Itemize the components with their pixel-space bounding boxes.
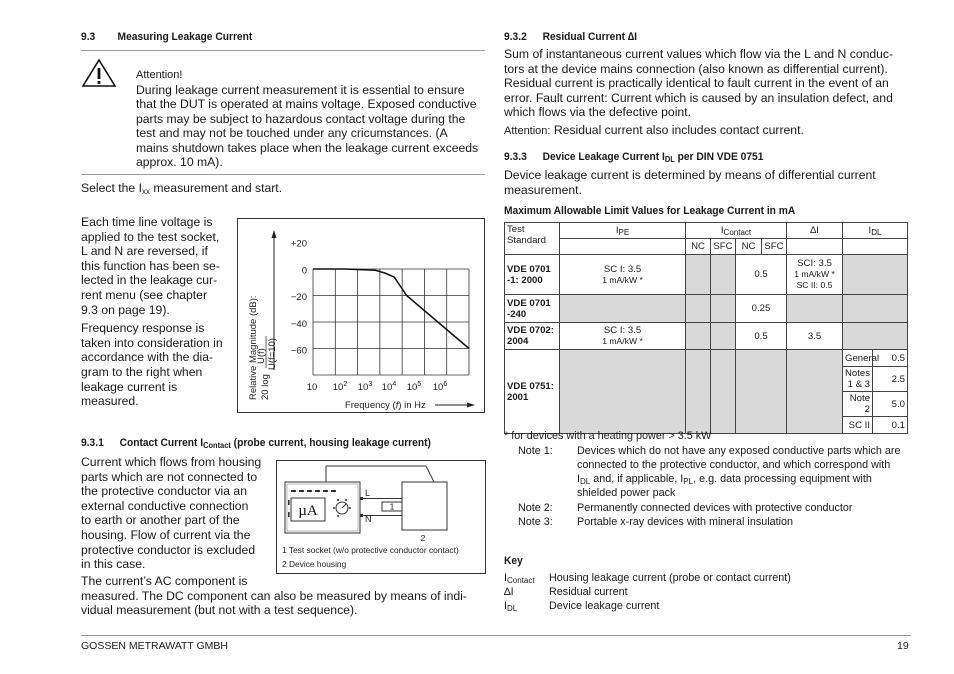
device-housing (402, 482, 447, 530)
attention-line: During leakage current measurement it is essential to ensure (136, 82, 465, 97)
header-nc: NC (686, 239, 711, 255)
attention-rule (81, 174, 485, 175)
footer-company: GOSSEN METRAWATT GMBH (81, 640, 229, 652)
key-item: $I_{Contact}$ Housing leakage current (probe or contact current) (504, 572, 791, 585)
attention-line: test and may not be touched under any cricumstances. (A (136, 126, 448, 141)
idl-sub-label: Note 2 (843, 392, 873, 417)
x-arrow-head (467, 403, 475, 408)
y-axis-label-den: U(f=10) (267, 338, 278, 370)
microamp-display-text: µA (298, 503, 318, 519)
note-item: Note 3: Portable x-ray devices with mineral insulation (518, 516, 794, 528)
key-item: $I_{DL}$ Device leakage current (504, 600, 660, 613)
header-test-standard: Test Standard (505, 223, 560, 255)
label-2: 2 (420, 533, 426, 543)
header-nc: NC (736, 239, 762, 255)
y-axis-label: Relative Magnitude (dB): (248, 295, 259, 400)
limit-table-title: Maximum Allowable Limit Values for Leakage Current in mA (504, 205, 796, 217)
idl-sub-label: General (843, 350, 873, 367)
legend-test-socket: 1 Test socket (w/o protective conductor contact) (282, 545, 459, 555)
limit-values-table (504, 222, 908, 434)
idl-sub-value: 5.0 (873, 392, 908, 417)
attention-line: mains shutdown takes place when the leakage current exceeds (136, 140, 479, 155)
table-notes (518, 444, 918, 529)
header-sfc: SFC (762, 239, 787, 255)
delta-i-cell: SCI: 3.5 1 mA/kW * SC II: 0.5 (787, 255, 843, 295)
table-row (505, 323, 908, 350)
warning-triangle-icon (81, 58, 117, 88)
contact-current-paragraph: Current which flows from housing parts which are not connected to the protective conductor via an external conductive connection to earth or another part of the housing. Flow of current via the protective conductor is excluded in this case. (81, 455, 262, 572)
icontact-cell: 0.5 (736, 255, 787, 295)
note-item: Note 1: Devices which do not have any exposed conductive parts which are connected to the protective conductor, and which correspond with $I_{DL}$ and, if applicable, $I_{PL}$, e.g. data processing equipment with shielded power pack (518, 445, 901, 499)
idl-sub-value: 0.5 (873, 350, 908, 367)
limit-values-table-wrap (504, 222, 908, 434)
y-tick-label: −20 (290, 292, 307, 304)
delta-i-cell: 3.5 (787, 323, 843, 350)
label-n: N (365, 514, 372, 524)
header-ipe: $I_{PE}$ (560, 223, 686, 239)
y-tick-label: 0 (301, 265, 307, 277)
legend-device-housing: 2 Device housing (282, 559, 347, 569)
attention-line: approx. 10 mA). (136, 155, 223, 170)
section-heading: 9.3 Measuring Leakage Current (81, 31, 253, 43)
idl-sub-label: Notes 1 & 3 (843, 367, 873, 392)
y-tick-label: −40 (290, 318, 307, 330)
contact-current-heading: 9.3.1 Contact Current $I_{Contact}$ (probe current, housing leakage current) (81, 437, 431, 450)
attention-line: parts may be subject to hazardous contact voltage during the (136, 111, 466, 126)
frequency-response-chart (237, 218, 485, 413)
ipe-cell: SC I: 3.5 1 mA/kW * (560, 323, 686, 350)
header-delta-i: ∆I (787, 223, 843, 239)
voltage-paragraph: Each time line voltage is applied to the test socket, L and N are reversed, if this function has been se- lected in the leakage cur- rent menu (see chapter 9.3 on page 19). Frequency response is taken into consideration in accordance with the dia- gram to the right when leakage current is measured. (81, 215, 223, 409)
residual-current-paragraph: Sum of instantaneous current values which flow via the L and N conduc- tors at the device mains connection (also known as differential current). Residual current is practically identical to fault current in the event of an error. Fault current: Current which is caused by an insulation defect, and which flows via the defective point. (504, 47, 894, 120)
attention-box (136, 68, 488, 170)
ipe-cell: SC I: 3.5 1 mA/kW * (560, 255, 686, 295)
idl-sub-value: 0.1 (873, 417, 908, 434)
x-tick-label: $10^6$ (432, 381, 448, 393)
x-tick-label: $10^3$ (357, 381, 373, 393)
header-icontact: $I_{Contact}$ (686, 223, 787, 239)
key-item: ∆I Residual current (504, 586, 628, 598)
header-sfc: SFC (711, 239, 736, 255)
std-vde-0701-240: VDE 0701 -240 (505, 295, 560, 323)
device-leakage-heading: 9.3.3 Device Leakage Current $I_{DL}$ per DIN VDE 0751 (504, 151, 764, 164)
table-row (505, 295, 908, 323)
device-leakage-paragraph: Device leakage current is determined by means of differential current measurement. (504, 168, 876, 197)
ac-component-paragraph: The current’s AC component is measured. The DC component can also be measured by means of indi- vidual measurement (but not with a test sequence). (81, 574, 467, 618)
footer-rule (81, 635, 911, 636)
residual-attention: Attention: Residual current also includes contact current. (504, 123, 804, 137)
y-arrow-head (272, 230, 277, 238)
contact-current-diagram (276, 460, 486, 574)
x-tick-label: $10^2$ (332, 381, 348, 393)
key-title: Key (504, 555, 523, 567)
frequency-response-line (313, 269, 469, 349)
idl-sub-value: 2.5 (873, 367, 908, 392)
label-1: 1 (389, 501, 395, 512)
std-vde-0751: VDE 0751: 2001 (505, 350, 560, 434)
std-vde-0701-1: VDE 0701 -1: 2000 (505, 255, 560, 295)
y-axis-label-log: 20 log (260, 374, 271, 400)
y-tick-label: +20 (290, 238, 307, 250)
x-axis-label: Frequency (f) in Hz (345, 400, 426, 411)
label-l: L (365, 488, 371, 498)
select-instruction: Select the $I_{xx}$ measurement and start. (81, 181, 283, 196)
idl-sub-label: SC II (843, 417, 873, 434)
x-tick-label: 10 (306, 382, 318, 393)
icontact-cell: 0.5 (736, 323, 787, 350)
key-list (504, 571, 904, 613)
page-number: 19 (897, 640, 909, 652)
table-footnote: * for devices with a heating power > 3.5 kW (504, 430, 712, 442)
x-tick-label: $10^5$ (406, 381, 422, 393)
residual-current-heading: 9.3.2 Residual Current ∆I (504, 31, 637, 43)
table-row (505, 255, 908, 295)
note-item: Note 2: Permanently connected devices with protective conductor (518, 502, 853, 514)
std-vde-0702: VDE 0702: 2004 (505, 323, 560, 350)
x-tick-label: $10^4$ (381, 381, 397, 393)
icontact-cell: 0.25 (736, 295, 787, 323)
y-tick-label: −60 (290, 345, 307, 357)
header-idl: $I_{DL}$ (843, 223, 908, 239)
table-row (505, 350, 908, 367)
attention-line: that the DUT is operated at mains voltage. Exposed conductive (136, 97, 477, 112)
y-axis-label-num: U(f) (256, 348, 267, 364)
heading-rule (81, 50, 485, 51)
attention-title: Attention! (136, 69, 183, 81)
